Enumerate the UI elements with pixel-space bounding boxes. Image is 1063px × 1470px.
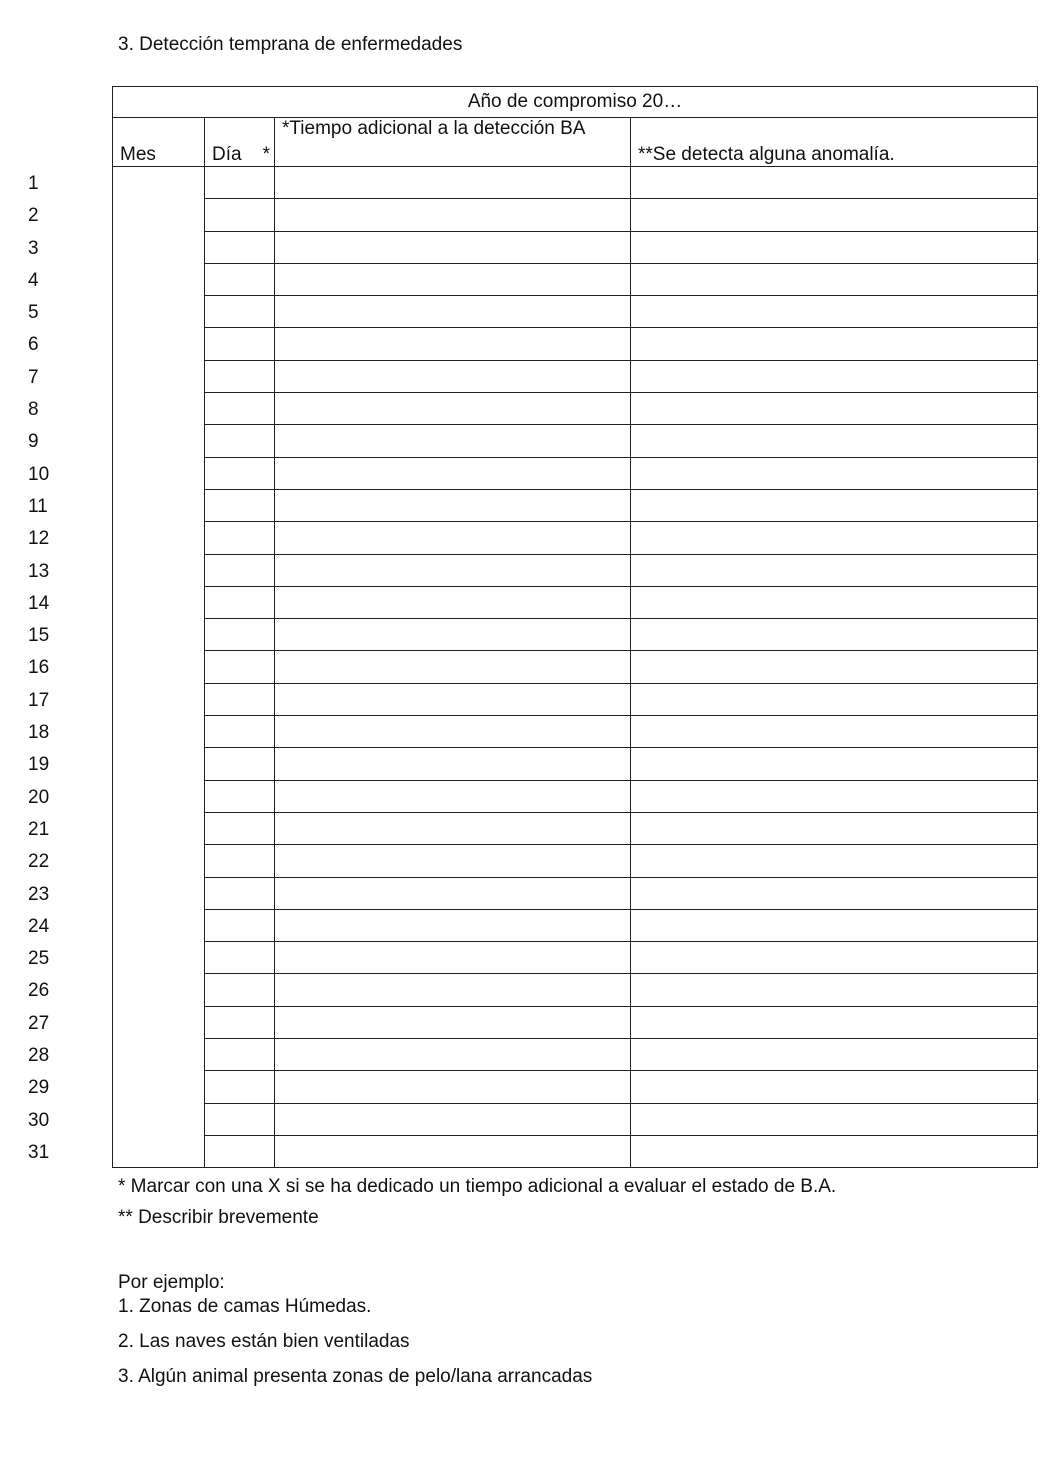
table-row	[113, 522, 1038, 554]
table-row	[113, 812, 1038, 844]
column-header-dia	[205, 118, 275, 167]
example-item: 3. Algún animal presenta zonas de pelo/lana arrancadas	[118, 1366, 593, 1387]
tiempo-cell[interactable]	[275, 199, 631, 231]
row-number: 22	[28, 851, 50, 873]
anomalia-cell[interactable]	[631, 716, 1038, 748]
table-row	[113, 296, 1038, 328]
example-item: 1. Zonas de camas Húmedas.	[118, 1296, 372, 1317]
anomalia-cell[interactable]	[631, 167, 1038, 199]
anomalia-cell[interactable]	[631, 296, 1038, 328]
table-row	[113, 1006, 1038, 1038]
dia-cell[interactable]	[205, 1135, 275, 1167]
row-number: 29	[28, 1077, 50, 1099]
dia-cell[interactable]	[205, 360, 275, 392]
dia-cell[interactable]	[205, 877, 275, 909]
table-row	[113, 393, 1038, 425]
table-row	[113, 845, 1038, 877]
column-header-mes: Mes	[113, 118, 205, 167]
tiempo-cell[interactable]	[275, 942, 631, 974]
tiempo-cell[interactable]	[275, 716, 631, 748]
footnotes	[118, 1176, 836, 1238]
anomalia-cell[interactable]	[631, 812, 1038, 844]
row-number: 19	[28, 754, 50, 776]
anomalia-cell[interactable]	[631, 1103, 1038, 1135]
dia-cell[interactable]	[205, 909, 275, 941]
row-number: 18	[28, 722, 50, 744]
dia-cell[interactable]	[205, 780, 275, 812]
mes-cell[interactable]	[113, 167, 205, 1168]
dia-cell[interactable]	[205, 1103, 275, 1135]
table-row	[113, 780, 1038, 812]
table-row	[113, 489, 1038, 521]
table-row	[113, 748, 1038, 780]
tiempo-cell[interactable]	[275, 812, 631, 844]
table-row	[113, 1103, 1038, 1135]
tiempo-cell[interactable]	[275, 1039, 631, 1071]
anomalia-cell[interactable]	[631, 554, 1038, 586]
dia-cell[interactable]	[205, 1039, 275, 1071]
anomalia-cell[interactable]	[631, 360, 1038, 392]
tiempo-cell[interactable]	[275, 489, 631, 521]
dia-cell[interactable]	[205, 845, 275, 877]
dia-cell[interactable]	[205, 296, 275, 328]
anomalia-cell[interactable]	[631, 877, 1038, 909]
row-number: 13	[28, 560, 50, 582]
dia-cell[interactable]	[205, 263, 275, 295]
anomalia-cell[interactable]	[631, 845, 1038, 877]
tiempo-cell[interactable]	[275, 393, 631, 425]
tiempo-cell[interactable]	[275, 231, 631, 263]
row-number: 17	[28, 689, 50, 711]
dia-cell[interactable]	[205, 942, 275, 974]
row-number: 30	[28, 1109, 50, 1131]
row-number: 15	[28, 625, 50, 647]
examples-block	[118, 1272, 592, 1401]
table-row	[113, 716, 1038, 748]
tiempo-cell[interactable]	[275, 909, 631, 941]
row-number: 25	[28, 948, 50, 970]
dia-cell[interactable]	[205, 425, 275, 457]
table-row	[113, 1039, 1038, 1071]
tiempo-cell[interactable]	[275, 425, 631, 457]
table-row	[113, 328, 1038, 360]
anomalia-cell[interactable]	[631, 748, 1038, 780]
dia-cell[interactable]	[205, 1071, 275, 1103]
table-row	[113, 651, 1038, 683]
anomalia-cell[interactable]	[631, 619, 1038, 651]
tiempo-cell[interactable]	[275, 651, 631, 683]
dia-cell[interactable]	[205, 457, 275, 489]
dia-cell[interactable]	[205, 812, 275, 844]
dia-cell[interactable]	[205, 586, 275, 618]
table-row	[113, 554, 1038, 586]
table-row	[113, 974, 1038, 1006]
tiempo-cell[interactable]	[275, 845, 631, 877]
tiempo-cell[interactable]	[275, 586, 631, 618]
anomalia-cell[interactable]	[631, 586, 1038, 618]
dia-cell[interactable]	[205, 683, 275, 715]
dia-cell[interactable]	[205, 199, 275, 231]
anomalia-cell[interactable]	[631, 328, 1038, 360]
row-number: 12	[28, 528, 50, 550]
row-number: 23	[28, 883, 50, 905]
tiempo-cell[interactable]	[275, 974, 631, 1006]
dia-cell[interactable]	[205, 489, 275, 521]
anomalia-cell[interactable]	[631, 942, 1038, 974]
table-row	[113, 263, 1038, 295]
table-row	[113, 1135, 1038, 1167]
column-header-tiempo	[275, 118, 631, 167]
tiempo-cell[interactable]	[275, 619, 631, 651]
row-number: 31	[28, 1141, 50, 1163]
tiempo-cell[interactable]	[275, 328, 631, 360]
row-number: 20	[28, 786, 50, 808]
tiempo-cell[interactable]	[275, 1071, 631, 1103]
row-number: 7	[28, 366, 39, 388]
dia-cell[interactable]	[205, 231, 275, 263]
year-header: Año de compromiso 20…	[113, 87, 1038, 118]
column-header-dia-marker: *	[262, 144, 270, 165]
table-row	[113, 199, 1038, 231]
tiempo-cell[interactable]	[275, 748, 631, 780]
dia-cell[interactable]	[205, 1006, 275, 1038]
row-number: 11	[28, 495, 48, 517]
tiempo-cell[interactable]	[275, 263, 631, 295]
table-row	[113, 942, 1038, 974]
table-row	[113, 877, 1038, 909]
dia-cell[interactable]	[205, 167, 275, 199]
footnote-anomalia: ** Describir brevemente	[118, 1207, 319, 1228]
dia-cell[interactable]	[205, 393, 275, 425]
row-number: 26	[28, 980, 50, 1002]
footnote-tiempo: * Marcar con una X si se ha dedicado un tiempo adicional a evaluar el estado de B.A.	[118, 1176, 837, 1197]
tiempo-cell[interactable]	[275, 167, 631, 199]
dia-cell[interactable]	[205, 651, 275, 683]
anomalia-cell[interactable]	[631, 263, 1038, 295]
row-number: 4	[28, 269, 39, 291]
table-row	[113, 619, 1038, 651]
tiempo-cell[interactable]	[275, 1135, 631, 1167]
dia-cell[interactable]	[205, 748, 275, 780]
column-header-anomalia: **Se detecta alguna anomalía.	[631, 118, 1038, 167]
anomalia-cell[interactable]	[631, 489, 1038, 521]
table-row	[113, 586, 1038, 618]
row-number: 14	[28, 592, 50, 614]
dia-cell[interactable]	[205, 328, 275, 360]
anomalia-cell[interactable]	[631, 651, 1038, 683]
row-number: 28	[28, 1045, 50, 1067]
tiempo-cell[interactable]	[275, 1103, 631, 1135]
column-header-tiempo-label: *Tiempo adicional a la detección BA	[282, 118, 586, 139]
row-number: 24	[28, 915, 50, 937]
anomalia-cell[interactable]	[631, 457, 1038, 489]
tiempo-cell[interactable]	[275, 780, 631, 812]
anomalia-cell[interactable]	[631, 522, 1038, 554]
tiempo-cell[interactable]	[275, 554, 631, 586]
column-header-dia-label: Día	[212, 144, 242, 165]
dia-cell[interactable]	[205, 974, 275, 1006]
row-number-list	[28, 168, 88, 1169]
row-number: 16	[28, 657, 50, 679]
table-row	[113, 909, 1038, 941]
row-number: 2	[28, 205, 39, 227]
table-row	[113, 1071, 1038, 1103]
row-number: 21	[28, 818, 50, 840]
tiempo-cell[interactable]	[275, 1006, 631, 1038]
anomalia-cell[interactable]	[631, 1039, 1038, 1071]
anomalia-cell[interactable]	[631, 425, 1038, 457]
record-table	[112, 86, 1038, 1168]
dia-cell[interactable]	[205, 619, 275, 651]
tiempo-cell[interactable]	[275, 683, 631, 715]
section-title: 3. Detección temprana de enfermedades	[118, 34, 463, 55]
anomalia-cell[interactable]	[631, 974, 1038, 1006]
table-row	[113, 425, 1038, 457]
dia-cell[interactable]	[205, 716, 275, 748]
anomalia-cell[interactable]	[631, 1135, 1038, 1167]
anomalia-cell[interactable]	[631, 393, 1038, 425]
dia-cell[interactable]	[205, 554, 275, 586]
anomalia-cell[interactable]	[631, 780, 1038, 812]
row-number: 1	[28, 173, 39, 194]
row-number: 9	[28, 431, 39, 453]
table-row	[113, 457, 1038, 489]
table-row	[113, 683, 1038, 715]
row-number: 3	[28, 237, 39, 259]
anomalia-cell[interactable]	[631, 683, 1038, 715]
tiempo-cell[interactable]	[275, 457, 631, 489]
dia-cell[interactable]	[205, 522, 275, 554]
anomalia-cell[interactable]	[631, 1071, 1038, 1103]
tiempo-cell[interactable]	[275, 877, 631, 909]
table-row	[113, 231, 1038, 263]
tiempo-cell[interactable]	[275, 296, 631, 328]
row-number: 8	[28, 399, 39, 421]
tiempo-cell[interactable]	[275, 360, 631, 392]
row-number: 10	[28, 463, 50, 485]
example-item: 2. Las naves están bien ventiladas	[118, 1331, 410, 1352]
tiempo-cell[interactable]	[275, 522, 631, 554]
examples-title: Por ejemplo:	[118, 1272, 225, 1293]
row-number: 27	[28, 1012, 50, 1034]
anomalia-cell[interactable]	[631, 199, 1038, 231]
table-row	[113, 360, 1038, 392]
table-row	[113, 167, 1038, 199]
anomalia-cell[interactable]	[631, 231, 1038, 263]
row-number: 5	[28, 302, 39, 324]
anomalia-cell[interactable]	[631, 1006, 1038, 1038]
row-number: 6	[28, 334, 39, 356]
anomalia-cell[interactable]	[631, 909, 1038, 941]
